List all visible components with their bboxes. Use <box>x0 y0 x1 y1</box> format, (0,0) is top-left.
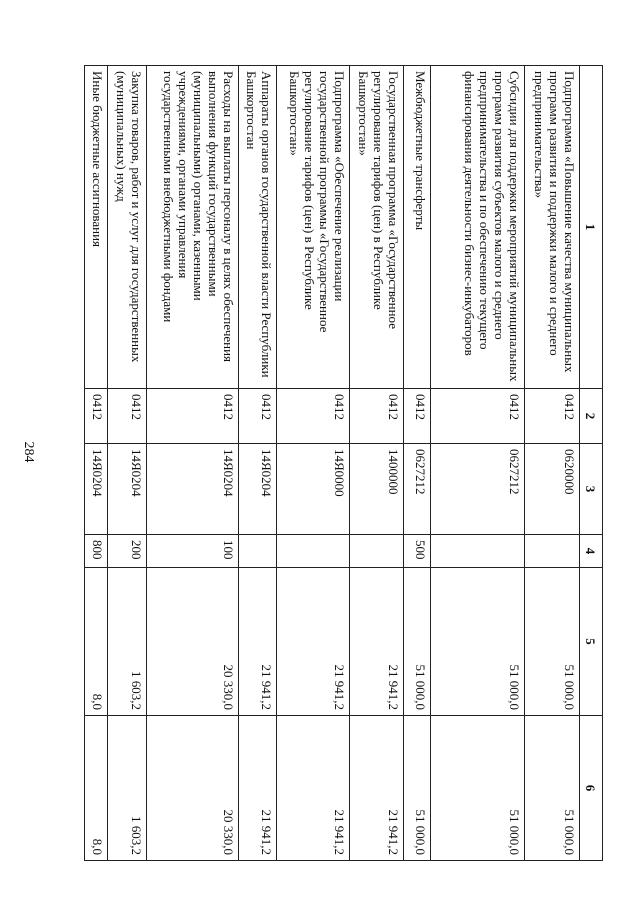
row-value-6: 8,0 <box>85 716 108 861</box>
row-name: Подпрограмма «Повышение качества муниципальных программ развития и поддержки малого и среднего предпринимательства» <box>524 66 579 389</box>
row-target-code: 0627212 <box>403 444 431 535</box>
row-name: Расходы на выплаты персоналу в целях обеспечения выполнения функций государственными (муниципальными) органами, казенными учреждениями, органами управления государственными внебюджетными фондами <box>146 66 238 389</box>
row-section-code: 0412 <box>431 389 524 444</box>
header-col-6: 6 <box>580 716 603 861</box>
row-section-code: 0412 <box>349 389 403 444</box>
row-expense-type <box>431 535 524 568</box>
header-col-3: 3 <box>580 444 603 535</box>
row-value-6: 51 000,0 <box>431 716 524 861</box>
row-value-5: 51 000,0 <box>431 568 524 716</box>
table-row <box>146 66 238 861</box>
row-expense-type <box>524 535 579 568</box>
row-value-5: 21 941,2 <box>349 568 403 716</box>
rotated-page-content <box>84 65 603 860</box>
row-value-6: 21 941,2 <box>349 716 403 861</box>
table-row <box>349 66 403 861</box>
table-row <box>239 66 277 861</box>
row-expense-type <box>277 535 349 568</box>
row-value-6: 20 330,0 <box>146 716 238 861</box>
row-section-code: 0412 <box>146 389 238 444</box>
row-value-5: 51 000,0 <box>524 568 579 716</box>
table-row <box>108 66 146 861</box>
table-row <box>277 66 349 861</box>
row-section-code: 0412 <box>524 389 579 444</box>
row-value-5: 1 603,2 <box>108 568 146 716</box>
row-target-code: 14Я0204 <box>85 444 108 535</box>
header-col-4: 4 <box>580 535 603 568</box>
row-name: Субсидии для поддержки мероприятий муниципальных программ развития субъектов малого и среднего предпринимательства и по обеспечению текущего финансирования деятельности бизнес-инкубаторов <box>431 66 524 389</box>
table-row <box>85 66 108 861</box>
row-expense-type <box>349 535 403 568</box>
row-expense-type: 800 <box>85 535 108 568</box>
header-col-5: 5 <box>580 568 603 716</box>
row-name: Аппараты органов государственной власти Республики Башкортостан <box>239 66 277 389</box>
budget-table <box>84 65 603 861</box>
row-target-code: 1400000 <box>349 444 403 535</box>
row-value-6: 51 000,0 <box>524 716 579 861</box>
row-name: Государственная программа «Государственное регулирование тарифов (цен) в Республике Башкортостан» <box>349 66 403 389</box>
row-target-code: 14Я0204 <box>108 444 146 535</box>
header-col-1: 1 <box>580 66 603 389</box>
row-target-code: 14Я0204 <box>239 444 277 535</box>
row-value-5: 20 330,0 <box>146 568 238 716</box>
row-expense-type <box>239 535 277 568</box>
row-value-5: 51 000,0 <box>403 568 431 716</box>
row-value-5: 8,0 <box>85 568 108 716</box>
row-section-code: 0412 <box>85 389 108 444</box>
row-section-code: 0412 <box>108 389 146 444</box>
row-expense-type: 100 <box>146 535 238 568</box>
row-value-6: 1 603,2 <box>108 716 146 861</box>
row-name: Закупка товаров, работ и услуг для государственных (муниципальных) нужд <box>108 66 146 389</box>
row-target-code: 14Я0000 <box>277 444 349 535</box>
header-col-2: 2 <box>580 389 603 444</box>
header-row <box>580 66 603 861</box>
row-value-5: 21 941,2 <box>239 568 277 716</box>
row-value-6: 51 000,0 <box>403 716 431 861</box>
row-section-code: 0412 <box>403 389 431 444</box>
table-row <box>403 66 431 861</box>
row-target-code: 0620000 <box>524 444 579 535</box>
row-section-code: 0412 <box>239 389 277 444</box>
row-name: Подпрограмма «Обеспечение реализации государственной программы «Государственное регулирование тарифов (цен) в Республике Башкортостан» <box>277 66 349 389</box>
row-name: Межбюджетные трансферты <box>403 66 431 389</box>
row-value-6: 21 941,2 <box>277 716 349 861</box>
table-row <box>524 66 579 861</box>
page-number: 284 <box>21 441 36 463</box>
row-expense-type: 200 <box>108 535 146 568</box>
row-name: Иные бюджетные ассигнования <box>85 66 108 389</box>
row-section-code: 0412 <box>277 389 349 444</box>
row-expense-type: 500 <box>403 535 431 568</box>
table-row <box>431 66 524 861</box>
row-value-5: 21 941,2 <box>277 568 349 716</box>
row-target-code: 0627212 <box>431 444 524 535</box>
row-target-code: 14Я0204 <box>146 444 238 535</box>
row-value-6: 21 941,2 <box>239 716 277 861</box>
